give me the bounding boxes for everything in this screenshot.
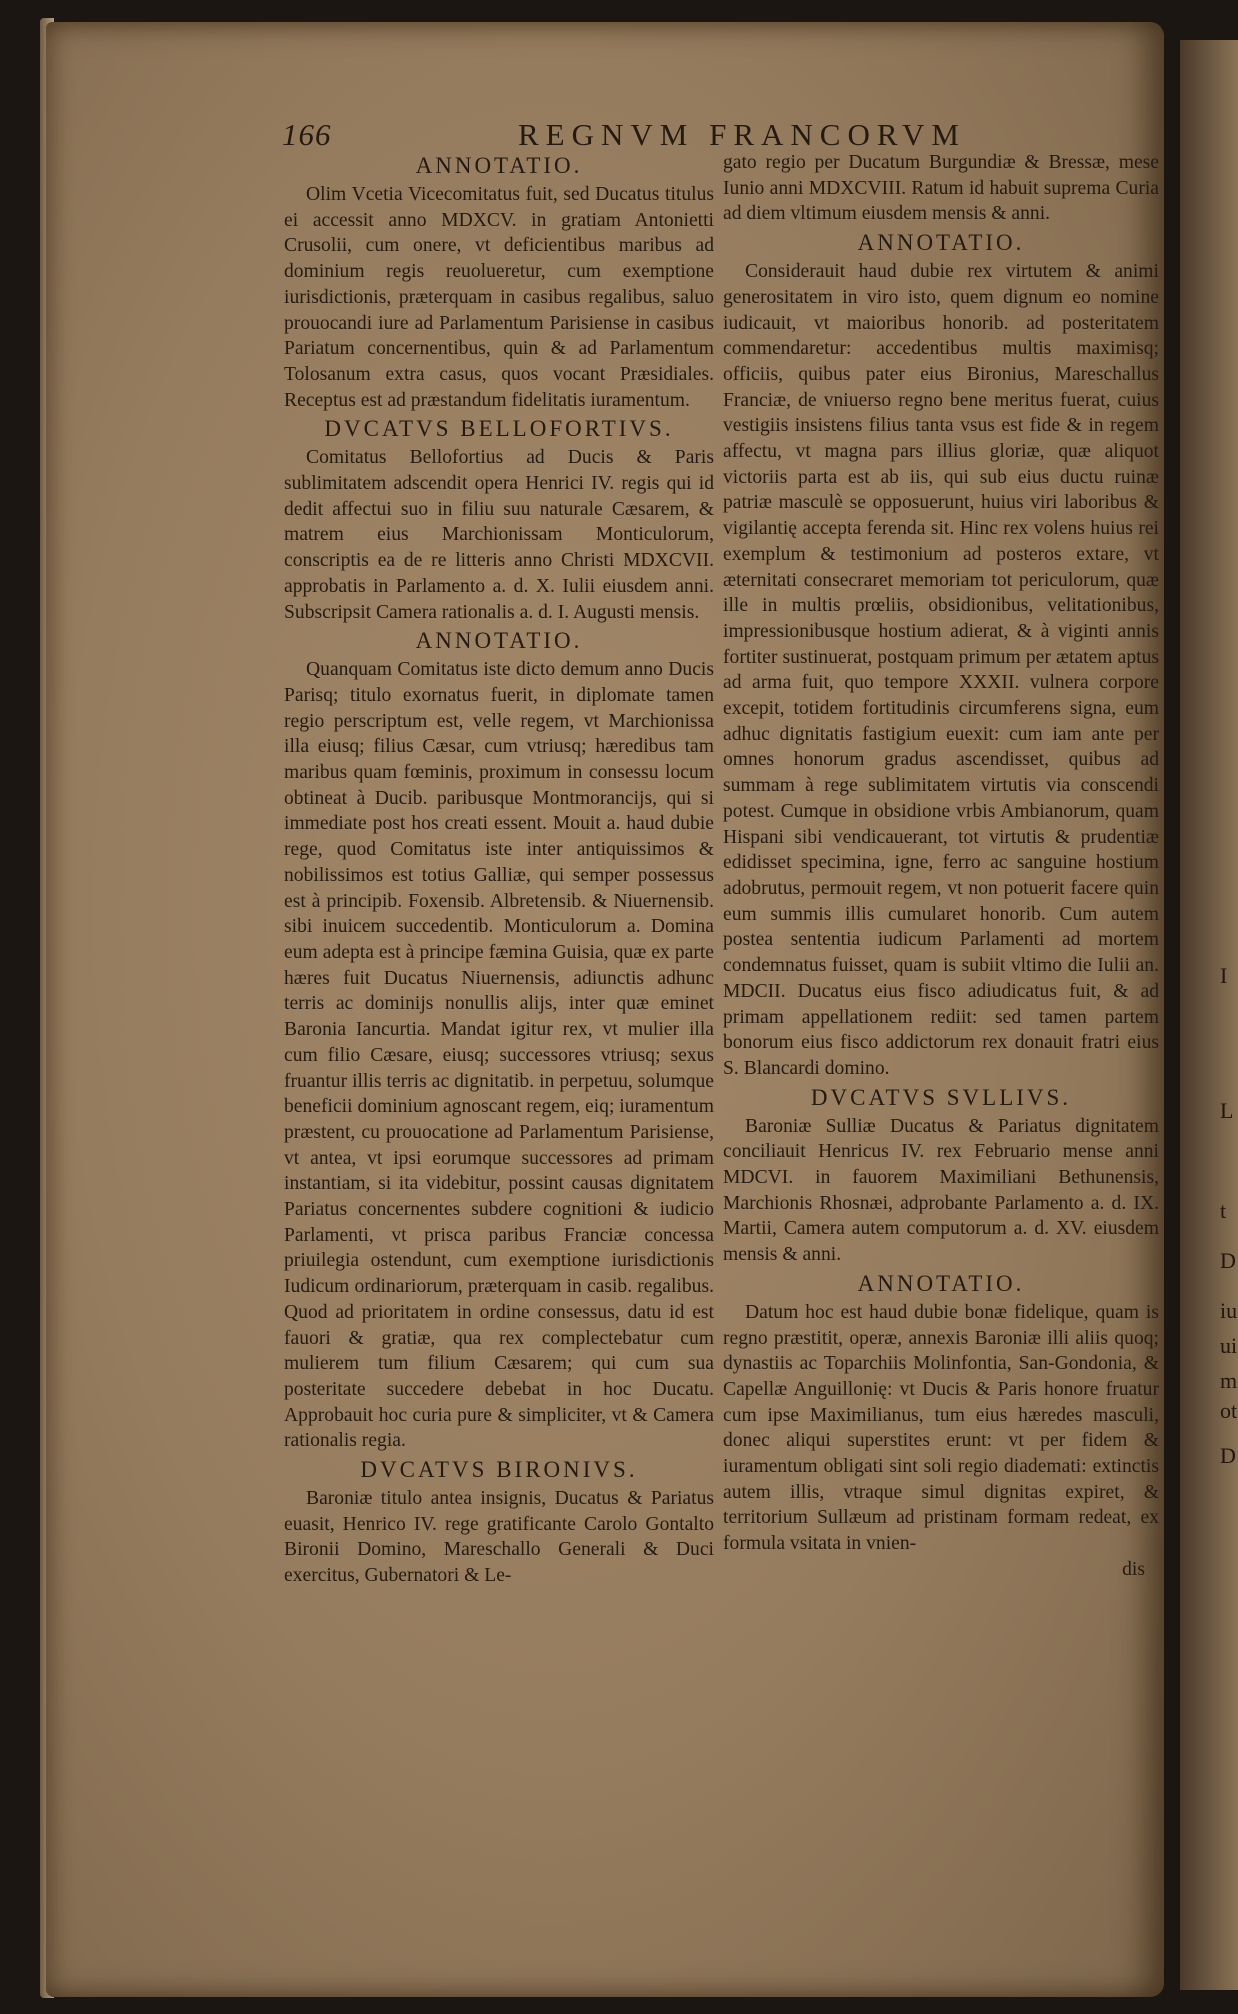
body-paragraph: Baroniæ Sulliæ Ducatus & Pariatus dignitatem conciliauit Henricus IV. rex Februario mense anni MDCVI. in fauorem Maximiliani Bethunensis, Marchionis Rhosnæi, adprobante Parlamento a. d. IX. Martii, Camera autem computorum a. d. XV. eiusdem mensis & anni. [723,1115,1159,1266]
adjacent-page-fragment: m [1220,1368,1238,1393]
body-paragraph: gato regio per Ducatum Burgundiæ & Bressæ, mese Iunio anni MDXCVIII. Ratum id habuit suprema Curia ad diem vltimum eiusdem mensis & anni. [723,152,1159,225]
body-paragraph: Comitatus Bellofortius ad Ducis & Paris sublimitatem adscendit opera Henrici IV. regis qui id dedit affectui suo in filiu suu naturale Cæsarem, & matrem eius Marchionissam Monticulorum, conscriptis ea de re litteris anno Christi MDXCVII. approbatis in Parlamento a. d. X. Iulii eiusdem anni. Subscripsit Camera rationalis a. d. I. Augusti mensis. [284,447,714,623]
section-heading: DVCATVS SVLLIVS. [810,1084,1072,1110]
adjacent-page-fragment: L [1220,1098,1234,1123]
body-paragraph: Considerauit haud dubie rex virtutem & animi generositatem in viro isto, quem dignum eo nomine iudicauit, vt maioribus honorib. ad posteritatem commendaretur: accedentibus multis maximisq; officiis, quibus pater eius Bironius, Mareschallus Franciæ, de vniuerso regno bene meritus fuerat, cuius vestigiis insistens filius tanta vsus est fide & in regem affectu, vt magna pars illius gloriæ, quæ aliquot victoriis parta est ab iis, qui sub eius ductu ruinæ patriæ masculè se opposuerunt, huius viri laboribus & vigilantię accepta ferenda sit. Hinc rex volens huius rei exemplum & testimonium ad posteros extare, vt æternitati consecraret memoriam tot periculorum, quæ ille in multis prœliis, obsidionibus, velitationibus, impressionibusque hostium adierat, & à viginti annis fortiter sustinuerat, postquam primum per ætatem aptus ad arma fuit, quo tempore XXXII. vulnera corpore excepit, totidem fortitudinis circumferens signa, eum adhuc dignitatis fastigium euexit: cum iam ante per omnes honorum gradus ascendisset, quibus ad summam à rege sublimitatem virtutis via conscendi potest. Cumque in obsidione vrbis Ambianorum, quam Hispani sibi vendicauerant, tot virtutis & prudentiæ edidisset specimina, igne, ferro ac sanguine hostium adobrutus, permouit regem, vt non potuerit facere quin eum summis illis cumularet honorib. Cum autem postea sententia iudicum Parlamenti ad mortem condemnatus fuisset, quam is subiit vltimo die Iulii an. MDCII. Ducatus eius fisco adiudicatus fuit, & ad primam appellationem rediit: sed tamen partem bonorum eius fisco addictorum rex donauit fratri eius S. Blancardi domino. [723,261,1159,1079]
running-title: REGNVM FRANCORVM [518,117,966,152]
adjacent-page-fragment: I [1220,963,1228,988]
page-number: 166 [282,117,332,152]
section-heading: ANNOTATIO. [857,1270,1025,1296]
adjacent-page-edge [1180,40,1238,1990]
adjacent-page-fragment: ot [1220,1398,1238,1423]
left-column [284,150,714,1589]
adjacent-page-fragment: iu [1220,1298,1238,1323]
section-heading: ANNOTATIO. [415,628,583,654]
section-heading: ANNOTATIO. [415,153,583,178]
adjacent-page-fragment: D [1220,1248,1236,1273]
adjacent-page-fragment: D [1220,1443,1236,1468]
body-paragraph: Datum hoc est haud dubie bonæ fidelique, quam is regno præstitit, operæ, annexis Baroniæ illi aliis quoq; dynastiis ac Toparchiis Molinfontia, San-Gondonia, & Capellæ Anguillonię: vt Ducis & Paris honore fruatur cum ipse Maximilianus, tum eius hæredes masculi, donec aliqui superstites erunt: vt per fidem & iuramentum obligati sint soli regio diademati: extinctis autem illis, vtraque simul dignitas expiret, & territorium Sullæum ad pristinam formam redeat, ex formula vsitata in vnien- [723,1301,1159,1555]
right-column [723,150,1159,1583]
body-paragraph: Quanquam Comitatus iste dicto demum anno Ducis Parisq; titulo exornatus fuerit, in diplomate tamen regio perscriptum est, velle regem, vt Marchionissa illa eiusq; filius Cæsar, cum vtriusq; hæredibus tam maribus quam fœminis, proximum in consessu locum obtineat à Ducib. paribusque Montmorancijs, qui si immediate post hos creati essent. Mouit a. haud dubie rege, quod Comitatus iste inter antiquissimos & nobilissimos est totius Galliæ, qui semper possessus est à principib. Foxensib. Albretensib. & Niuernensib. sibi inuicem succedentib. Monticulorum a. Domina eum adepta est à principe fæmina Guisia, quæ ex parte hæres fuit Ducatus Niuernensis, adiunctis adhunc terris ac dominijs nonullis alijs, inter quæ eminet Baronia Iancurtia. Mandat igitur rex, vt mulier illa cum filio Cæsare, eiusq; successores vtriusq; sexus fruantur illis terris ac dignitatib. in perpetuu, solumque beneficii dominium agnoscant regem, eiq; iuramentum præstent, cu prouocatione ad Parlamentum Parisiense, vt antea, vt ipsi eorumque successores ad primam instantiam, si ita videbitur, possint causas dignitatem Pariatus concernentes subdere cognitioni & iudicio Parlamenti, vt prisca paribus Franciæ concessa priuilegia ostendunt, cum exemptione iurisdictionis Iudicum ordinariorum, præterquam in casib. regalibus. Quod ad prioritatem in ordine consessus, datu id est fauori & gratiæ, qua rex complectebatur cum mulierem tum filium Cæsarem; qui cum sua posteritate succedere debebat in hoc Ducatu. Approbauit hoc curia pure & simpliciter, vt & Camera rationalis regia. [284,659,714,1452]
body-paragraph: Baroniæ titulo antea insignis, Ducatus & Pariatus euasit, Henrico IV. rege gratificante Carolo Gontalto Bironii Domino, Mareschallo Generali & Duci exercitus, Gubernatori & Le- [284,1488,714,1587]
adjacent-page-fragment: ui [1220,1333,1238,1358]
catchword: dis [1122,1558,1145,1580]
adjacent-page-fragment: t [1220,1198,1227,1223]
section-heading: DVCATVS BIRONIVS. [360,1457,638,1483]
section-heading: ANNOTATIO. [857,230,1025,256]
section-heading: DVCATVS BELLOFORTIVS. [324,416,674,442]
body-paragraph: Olim Vcetia Vicecomitatus fuit, sed Ducatus titulus ei accessit anno MDXCV. in gratiam Antonietti Crusolii, cum onere, vt deficientibus maribus ad dominium regis reuolueretur, cum exemptione iurisdictionis, præterquam in casibus regalibus, saluo prouocandi iure ad Parlamentum Parisiense in casibus Pariatum concernentibus, quin & ad Parlamentum Tolosanum extra casus, quos vocant Præsidiales. Receptus est ad præstandum fidelitatis iuramentum. [284,184,714,411]
